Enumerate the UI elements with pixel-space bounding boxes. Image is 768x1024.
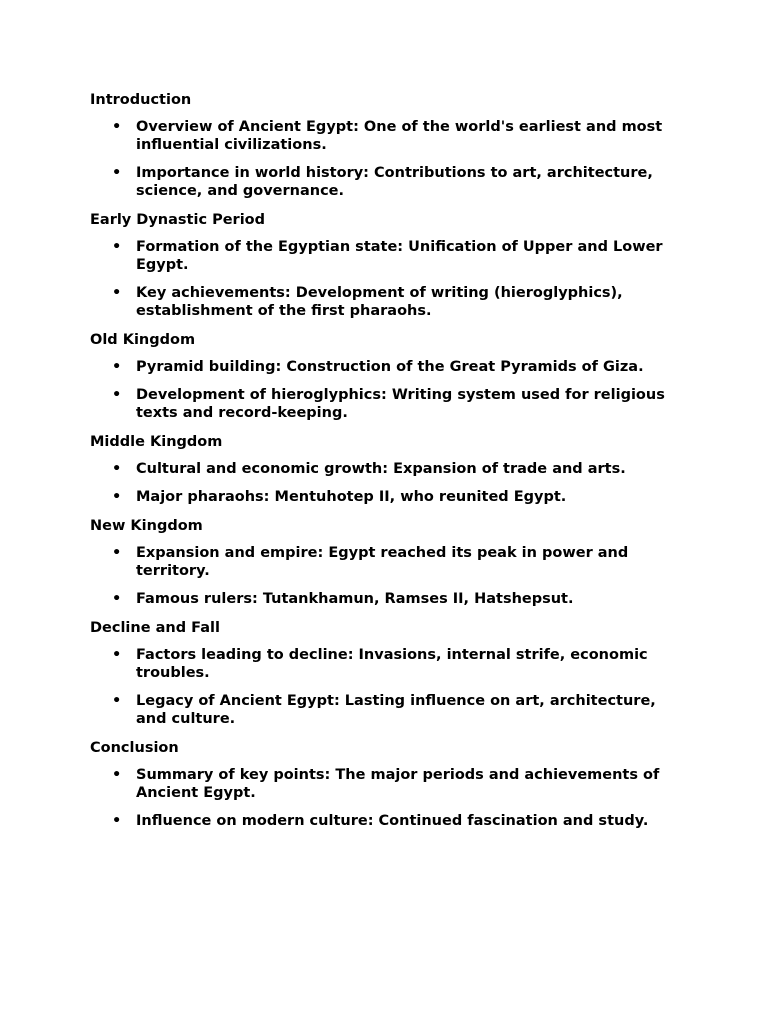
list-item [90,590,690,608]
bullet-list [90,118,690,200]
list-item-text: • Pyramid building: Construction of the Great Pyramids of Giza. [136,359,644,375]
list-item-text: • Factors leading to decline: Invasions, internal strife, economic troubles. [136,647,648,681]
list-item [90,544,690,580]
list-item [90,766,690,802]
list-item [90,284,690,320]
list-item-text: • Development of hieroglyphics: Writing system used for religious texts and record-keeping. [136,387,665,421]
section-heading: Conclusion [90,740,179,756]
list-item-text: • Expansion and empire: Egypt reached its peak in power and territory. [136,545,629,579]
list-item-text: • Famous rulers: Tutankhamun, Ramses II, Hatshepsut. [136,591,574,607]
list-item-text: • Influence on modern culture: Continued fascination and study. [136,813,649,829]
section-heading: Early Dynastic Period [90,212,266,228]
list-item-text: • Summary of key points: The major periods and achievements of Ancient Egypt. [136,767,660,801]
list-item [90,488,690,506]
list-item [90,692,690,728]
section-decline-and-fall [90,618,690,728]
list-item [90,460,690,478]
section-heading: Middle Kingdom [90,434,223,450]
list-item [90,358,690,376]
list-item [90,386,690,422]
section-early-dynastic-period [90,210,690,320]
section-heading: Introduction [90,92,192,108]
list-item-text: • Legacy of Ancient Egypt: Lasting influence on art, architecture, and culture. [136,693,656,727]
list-item [90,238,690,274]
section-new-kingdom [90,516,690,608]
section-heading: Decline and Fall [90,620,220,636]
list-item [90,646,690,682]
list-item-text: • Cultural and economic growth: Expansion of trade and arts. [136,461,626,477]
list-item-text: • Importance in world history: Contributions to art, architecture, science, and governance. [136,165,653,199]
bullet-list [90,766,690,830]
list-item [90,812,690,830]
section-conclusion [90,738,690,830]
list-item-text: • Major pharaohs: Mentuhotep II, who reunited Egypt. [136,489,567,505]
list-item [90,164,690,200]
list-item-text: • Key achievements: Development of writing (hieroglyphics), establishment of the first pharaohs. [136,285,623,319]
bullet-list [90,358,690,422]
list-item-text: • Formation of the Egyptian state: Unification of Upper and Lower Egypt. [136,239,663,273]
bullet-list [90,646,690,728]
section-introduction [90,90,690,200]
list-item-text: • Overview of Ancient Egypt: One of the world's earliest and most influential civilizations. [136,119,663,153]
document-content [90,90,690,840]
section-heading: New Kingdom [90,518,203,534]
section-heading: Old Kingdom [90,332,196,348]
section-middle-kingdom [90,432,690,506]
section-old-kingdom [90,330,690,422]
list-item [90,118,690,154]
bullet-list [90,238,690,320]
bullet-list [90,460,690,506]
bullet-list [90,544,690,608]
